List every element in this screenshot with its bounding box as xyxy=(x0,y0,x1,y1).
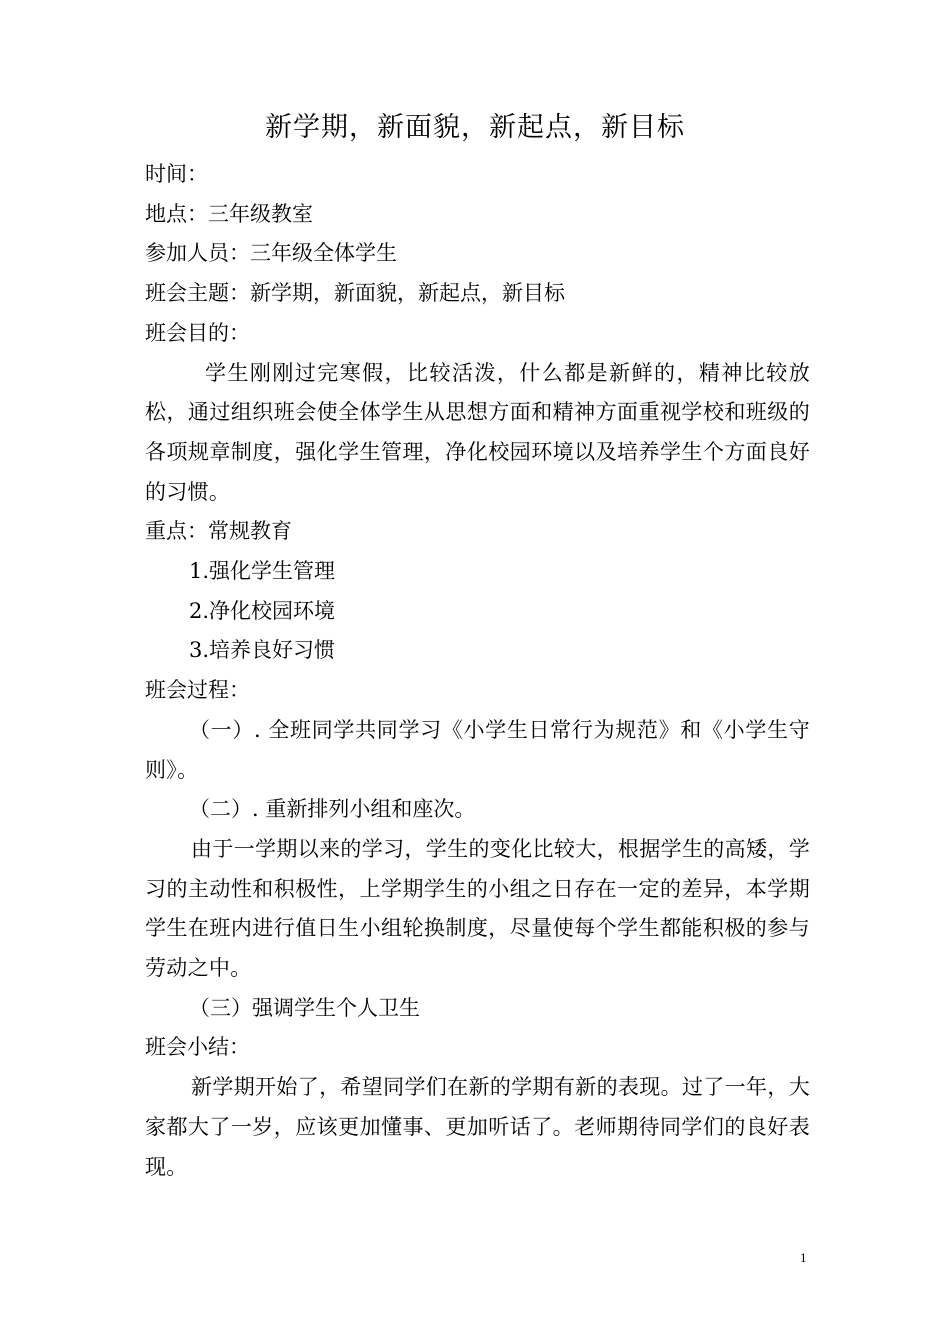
process-step-3: （三）强调学生个人卫生 xyxy=(189,995,420,1020)
summary-label: 班会小结： xyxy=(145,1035,250,1060)
process-label: 班会过程： xyxy=(145,678,250,703)
document-body xyxy=(145,155,810,1187)
participants-line: 参加人员：三年级全体学生 xyxy=(145,241,397,266)
purpose-label: 班会目的： xyxy=(145,320,250,345)
key-point-item: 1.强化学生管理 xyxy=(189,559,336,584)
key-point-item: 3.培养良好习惯 xyxy=(189,638,336,663)
purpose-paragraph: 学生刚刚过完寒假，比较活泼，什么都是新鲜的，精神比较放松，通过组织班会使全体学生从思想方面和精神方面重视学校和班级的各项规章制度，强化学生管理，净化校园环境以及培养学生个方面良好的习惯。 xyxy=(145,360,810,504)
key-point-item: 2.净化校园环境 xyxy=(189,598,336,623)
time-line: 时间： xyxy=(145,162,208,186)
process-step-2-paragraph: 由于一学期以来的学习，学生的变化比较大，根据学生的高矮，学习的主动性和积极性，上学期学生的小组之日存在一定的差异，本学期学生在班内进行值日生小组轮换制度，尽量使每个学生都能积极的参与劳动之中。 xyxy=(145,836,810,981)
process-step-2: （二）. 重新排列小组和座次。 xyxy=(189,797,476,822)
page-number: 1 xyxy=(800,1250,807,1265)
key-points-label: 重点：常规教育 xyxy=(145,519,292,544)
process-step-1: （一）. 全班同学共同学习《小学生日常行为规范》和《小学生守则》。 xyxy=(145,717,810,782)
summary-paragraph: 新学期开始了，希望同学们在新的学期有新的表现。过了一年，大家都大了一岁，应该更加懂事、更加听话了。老师期待同学们的良好表现。 xyxy=(145,1075,810,1179)
place-line: 地点：三年级教室 xyxy=(145,201,313,226)
theme-line: 班会主题：新学期，新面貌，新起点，新目标 xyxy=(145,281,565,306)
document-title: 新学期，新面貌，新起点，新目标 xyxy=(265,112,685,143)
